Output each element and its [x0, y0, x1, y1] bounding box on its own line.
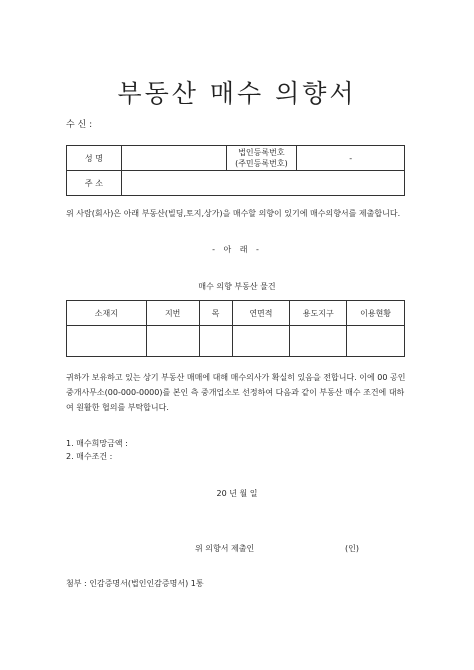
corp-id-label: [226, 146, 297, 171]
address-label: 주 소: [67, 171, 122, 196]
corp-id-label-line1: 법인등록번호: [238, 148, 285, 157]
header-current-use: 이용현황: [347, 301, 405, 326]
document-title: 부동산 매수 의향서: [117, 79, 357, 108]
date-line: 20 년 월 일: [216, 489, 258, 498]
recipient-label: 수 신 :: [66, 120, 93, 130]
property-table: [66, 300, 405, 357]
applicant-info-table: [66, 145, 405, 196]
purchase-terms-item: 2. 매수조건 :: [66, 452, 113, 461]
header-floor-area: 연면적: [232, 301, 290, 326]
table-cell: [199, 326, 232, 357]
intro-text: 위 사람(회사)은 아래 부동산(빌딩,토지,상가)을 매수할 의향이 있기에 매수의향서를 제출합니다.: [66, 209, 401, 218]
header-land-category: 목: [199, 301, 232, 326]
property-table-title: 매수 의향 부동산 물건: [198, 282, 276, 291]
address-value-cell: [121, 171, 404, 196]
section-heading: - 아 래 -: [212, 245, 262, 254]
header-location: 소재지: [67, 301, 147, 326]
header-zoning: 용도지구: [290, 301, 347, 326]
table-cell: [347, 326, 405, 357]
name-value-cell: [121, 146, 226, 171]
table-cell: [146, 326, 199, 357]
seal-mark: (인): [345, 544, 359, 553]
header-lot-number: 지번: [146, 301, 199, 326]
corp-id-value: -: [297, 146, 405, 171]
corp-id-label-line2: (주민등록번호): [235, 159, 288, 168]
attachment-note: 첨부 : 인감증명서(법인인감증명서) 1통: [66, 579, 204, 588]
submitter-label: 위 의향서 제출인: [195, 544, 255, 553]
table-cell: [67, 326, 147, 357]
table-cell: [290, 326, 347, 357]
desired-price-item: 1. 매수희망금액 :: [66, 439, 128, 448]
name-label: 성 명: [67, 146, 122, 171]
body-paragraph: 귀하가 보유하고 있는 상기 부동산 매매에 대해 매수의사가 확실히 있음을 전합니다. 이에 00 공인중개사무소(00-000-0000)를 본인 측 중개업소로 선정하여 다음과 같이 부동산 매수 조건에 대하여 원활한 협의를 부탁합니다.: [66, 373, 406, 412]
table-cell: [232, 326, 290, 357]
